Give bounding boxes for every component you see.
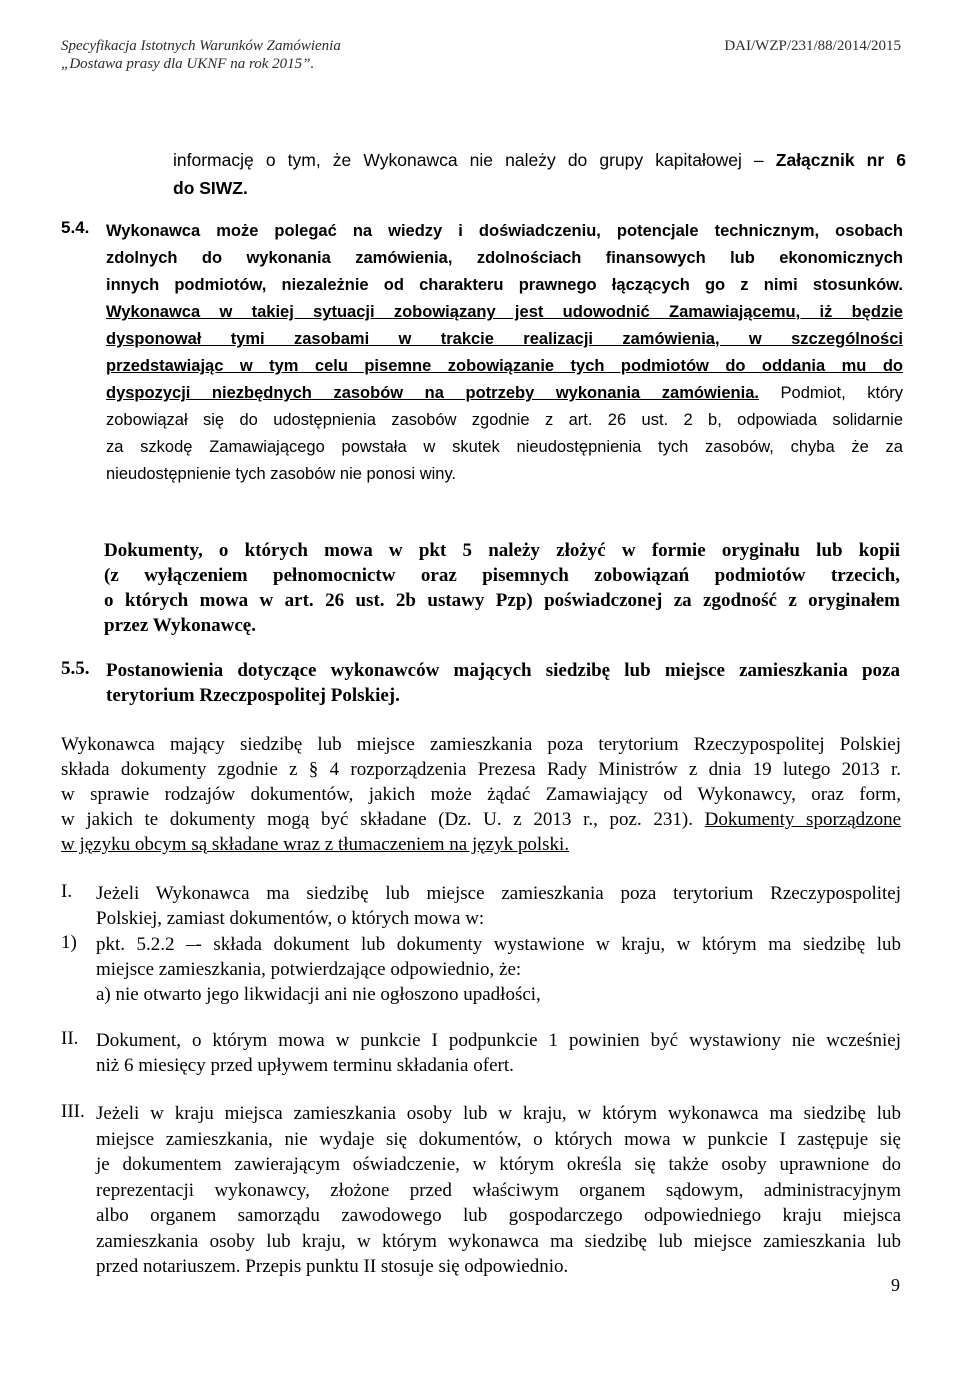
intro-paragraph: [173, 146, 906, 202]
section-5-4-underlined-line: Wykonawca w takiej sytuacji zobowiązany jest udowodnić Zamawiającemu, iż będzie: [106, 303, 903, 321]
foreign-line: w sprawie rodzajów dokumentów, jakich może żądać Zamawiający od Wykonawcy, oraz form,: [61, 784, 901, 805]
point-II-line: niż 6 miesięcy przed upływem terminu składania ofert.: [96, 1055, 514, 1076]
section-5-4-line: Wykonawca może polegać na wiedzy i doświadczeniu, potencjale technicznym, osobach: [106, 222, 903, 240]
section-5-4-paragraph: [106, 218, 903, 488]
point-1-text: [96, 932, 901, 1007]
point-III-line: reprezentacji wykonawcy, złożone przed właściwym organem sądowym, administracyjnym: [96, 1179, 901, 1201]
point-I-line: Jeżeli Wykonawca ma siedzibę lub miejsce zamieszkania poza terytorium Rzeczypospolitej: [96, 883, 901, 904]
point-1-line: pkt. 5.2.2 –- składa dokument lub dokumenty wystawione w kraju, w którym ma siedzibę lub: [96, 934, 901, 955]
section-5-4-line: zdolnych do wykonania zamówienia, zdolnościach finansowych lub ekonomicznych: [106, 249, 903, 267]
section-5-4-mixed-line: dyspozycji niezbędnych zasobów na potrzeby wykonania zamówienia. Podmiot, który: [106, 384, 903, 402]
point-1-line: miejsce zamieszkania, potwierdzające odpowiednio, że:: [96, 959, 522, 980]
section-5-5-heading: [106, 658, 900, 708]
point-III-line: przed notariuszem. Przepis punktu II stosuje się odpowiednio.: [96, 1256, 569, 1277]
point-III-line: zamieszkania osoby lub kraju, w którym wykonawca ma siedzibę lub miejsce zamieszkania lub: [96, 1230, 901, 1252]
intro-line: do SIWZ.: [173, 178, 248, 198]
foreign-line: składa dokumenty zgodnie z § 4 rozporządzenia Prezesa Rady Ministrów z dnia 19 lutego 2013 r.: [61, 759, 901, 780]
section-5-4-line: nieudostępnienie tych zasobów nie ponosi winy.: [106, 465, 457, 483]
point-III-line: Jeżeli w kraju miejsca zamieszkania osoby lub w kraju, w którym wykonawca ma siedzibę lub: [96, 1103, 901, 1124]
header-spec-title: Specyfikacja Istotnych Warunków Zamówienia: [61, 38, 341, 54]
foreign-line: w języku obcym są składane wraz z tłumaczeniem na język polski.: [61, 834, 570, 855]
point-I-line: Polskiej, zamiast dokumentów, o których mowa w:: [96, 908, 485, 929]
foreign-line: w jakich te dokumenty mogą być składane (Dz. U. z 2013 r., poz. 231). Dokumenty sporządzone: [61, 809, 902, 830]
section-5-4-number: 5.4.: [61, 218, 90, 237]
section-5-4-underlined-line: dysponował tymi zasobami w trakcie realizacji zamówienia, w szczególności: [106, 330, 903, 348]
section-5-4-line: zobowiązał się do udostępnienia zasobów zgodnie z art. 26 ust. 2 b, odpowiada solidarnie: [106, 411, 903, 429]
point-I-text: [96, 881, 901, 931]
documents-note: [104, 538, 900, 638]
section-5-5-heading-line: Postanowienia dotyczące wykonawców mających siedzibę lub miejsce zamieszkania poza: [106, 660, 900, 681]
point-II-number: II.: [61, 1028, 79, 1049]
section-5-5-heading-line: terytorium Rzeczpospolitej Polskiej.: [106, 685, 400, 706]
point-1-line: a) nie otwarto jego likwidacji ani nie ogłoszono upadłości,: [96, 984, 541, 1005]
foreign-contractors-paragraph: [61, 732, 901, 857]
point-III-number: III.: [61, 1101, 85, 1122]
point-III-line: je dokumentem zawierającym oświadczenie, w którym określa się także osoby uprawnione do: [96, 1154, 901, 1175]
section-5-4-line: innych podmiotów, niezależnie od charakteru prawnego łączących go z nimi stosunków.: [106, 276, 903, 294]
intro-line: informację o tym, że Wykonawca nie należy do grupy kapitałowej – Załącznik nr 6: [173, 150, 906, 170]
header-subject: „Dostawa prasy dla UKNF na rok 2015”.: [61, 56, 315, 72]
page-number: 9: [891, 1275, 900, 1295]
point-1-number: 1): [61, 932, 77, 953]
foreign-line: Wykonawca mający siedzibę lub miejsce zamieszkania poza terytorium Rzeczypospolitej Polskiej: [61, 734, 901, 755]
section-5-5-number: 5.5.: [61, 658, 90, 679]
point-I-number: I.: [61, 881, 73, 902]
point-II-line: Dokument, o którym mowa w punkcie I podpunkcie 1 powinien być wystawiony nie wcześniej: [96, 1030, 901, 1051]
point-II-text: [96, 1028, 901, 1078]
point-III-line: miejsce zamieszkania, nie wydaje się dokumentów, o których mowa w punkcie I zastępuje się: [96, 1128, 901, 1150]
header-reference-number: DAI/WZP/231/88/2014/2015: [724, 38, 901, 54]
section-5-4-underlined-line: przedstawiając w tym celu pisemne zobowiązanie tych podmiotów do oddania mu do: [106, 357, 903, 375]
section-5-4-line: za szkodę Zamawiającego powstała w skutek nieudostępnienia tych zasobów, chyba że za: [106, 438, 903, 456]
documents-line: o których mowa w art. 26 ust. 2b ustawy Pzp) poświadczonej za zgodność z oryginałem: [104, 590, 900, 611]
documents-line: przez Wykonawcę.: [104, 615, 256, 636]
documents-line: Dokumenty, o których mowa w pkt 5 należy złożyć w formie oryginału lub kopii: [104, 540, 900, 561]
documents-line: (z wyłączeniem pełnomocnictw oraz pisemnych zobowiązań podmiotów trzecich,: [104, 565, 900, 586]
point-III-line: albo organem samorządu zawodowego lub gospodarczego odpowiedniego kraju miejsca: [96, 1205, 901, 1226]
point-III-text: [96, 1101, 901, 1280]
